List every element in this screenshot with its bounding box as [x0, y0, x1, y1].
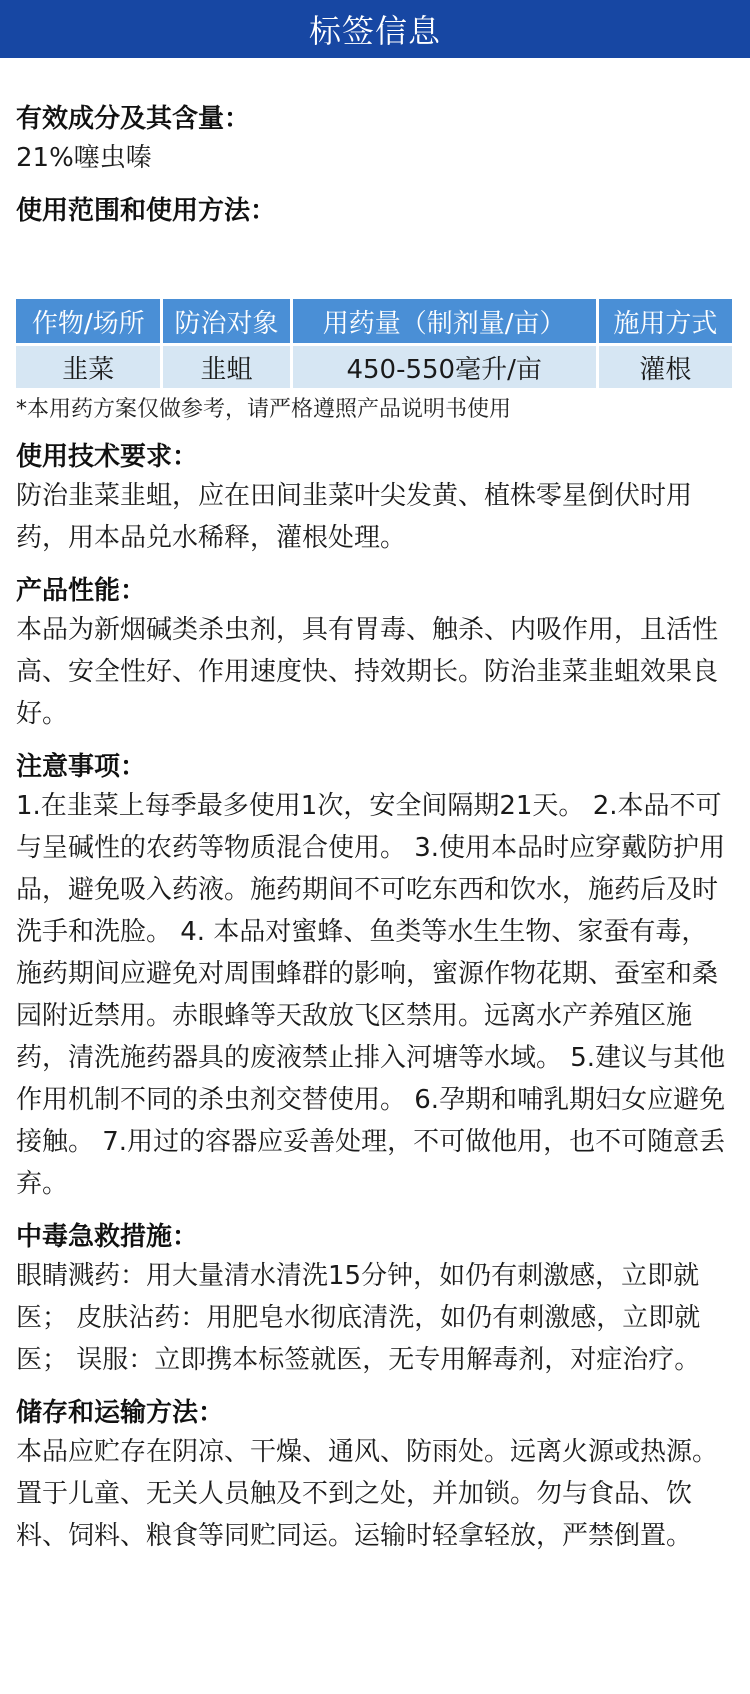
first-aid-body: 眼睛溅药：用大量清水清洗15分钟，如仍有刺激感，立即就医； 皮肤沾药：用肥皂水彻底清洗，如仍有刺激感，立即就医； 误服：立即携本标签就医，无专用解毒剂，对症治疗。: [16, 1261, 701, 1375]
table-cell: 450-550毫升/亩: [293, 346, 596, 388]
storage-body: 本品应贮存在阴凉、干燥、通风、防雨处。远离火源或热源。置于儿童、无关人员触及不到之处，并加锁。勿与食品、饮料、饲料、粮食等同贮同运。运输时轻拿轻放，严禁倒置。: [16, 1437, 719, 1551]
table-cell: 韭菜: [16, 346, 160, 388]
performance-body: 本品为新烟碱类杀虫剂，具有胃毒、触杀、内吸作用，且活性高、安全性好、作用速度快、持效期长。防治韭菜韭蛆效果良好。: [16, 615, 719, 729]
table-header-cell: 施用方式: [599, 299, 732, 343]
technique-body: 防治韭菜韭蛆，应在田间韭菜叶尖发黄、植株零星倒伏时用药，用本品兑水稀释，灌根处理。: [16, 481, 693, 553]
table-header-row: [16, 299, 732, 343]
table-header-cell: 用药量（制剂量/亩）: [293, 299, 596, 343]
page-header: [0, 0, 750, 58]
page-title: 标签信息: [308, 12, 441, 50]
usage-title: 使用范围和使用方法：: [16, 196, 277, 226]
cautions-body: 1.在韭菜上每季最多使用1次，安全间隔期21天。 2.本品不可与呈碱性的农药等物质混合使用。 3.使用本品时应穿戴防护用品，避免吸入药液。施药期间不可吃东西和饮水，施药后及时洗手和洗脸。 4. 本品对蜜蜂、鱼类等水生生物、家蚕有毒，施药期间应避免对周围蜂群的影响，蜜源作物花期、蚕室和桑园附近禁用。赤眼蜂等天敌放飞区禁用。远离水产养殖区施药，清洗施药器具的废液禁止排入河塘等水域。 5.建议与其他作用机制不同的杀虫剂交替使用。 6.孕期和哺乳期妇女应避免接触。 7.用过的容器应妥善处理，不可做他用，也不可随意丢弃。: [16, 791, 726, 1199]
table-header-cell: 防治对象: [163, 299, 289, 343]
table-cell: 灌根: [599, 346, 732, 388]
table-header-cell: 作物/场所: [16, 299, 160, 343]
storage-title: 储存和运输方法：: [16, 1398, 225, 1428]
ingredient-body: 21%噻虫嗪: [16, 143, 152, 173]
cautions-title: 注意事项：: [16, 752, 147, 782]
ingredient-title: 有效成分及其含量：: [16, 104, 251, 134]
label-content: [0, 101, 750, 1557]
performance-title: 产品性能：: [16, 576, 147, 606]
dosage-table: [13, 296, 735, 391]
table-row: [16, 346, 732, 388]
first-aid-title: 中毒急救措施：: [16, 1222, 199, 1252]
technique-title: 使用技术要求：: [16, 442, 199, 472]
table-cell: 韭蛆: [163, 346, 289, 388]
table-note: *本用药方案仅做参考，请严格遵照产品说明书使用: [16, 397, 512, 422]
